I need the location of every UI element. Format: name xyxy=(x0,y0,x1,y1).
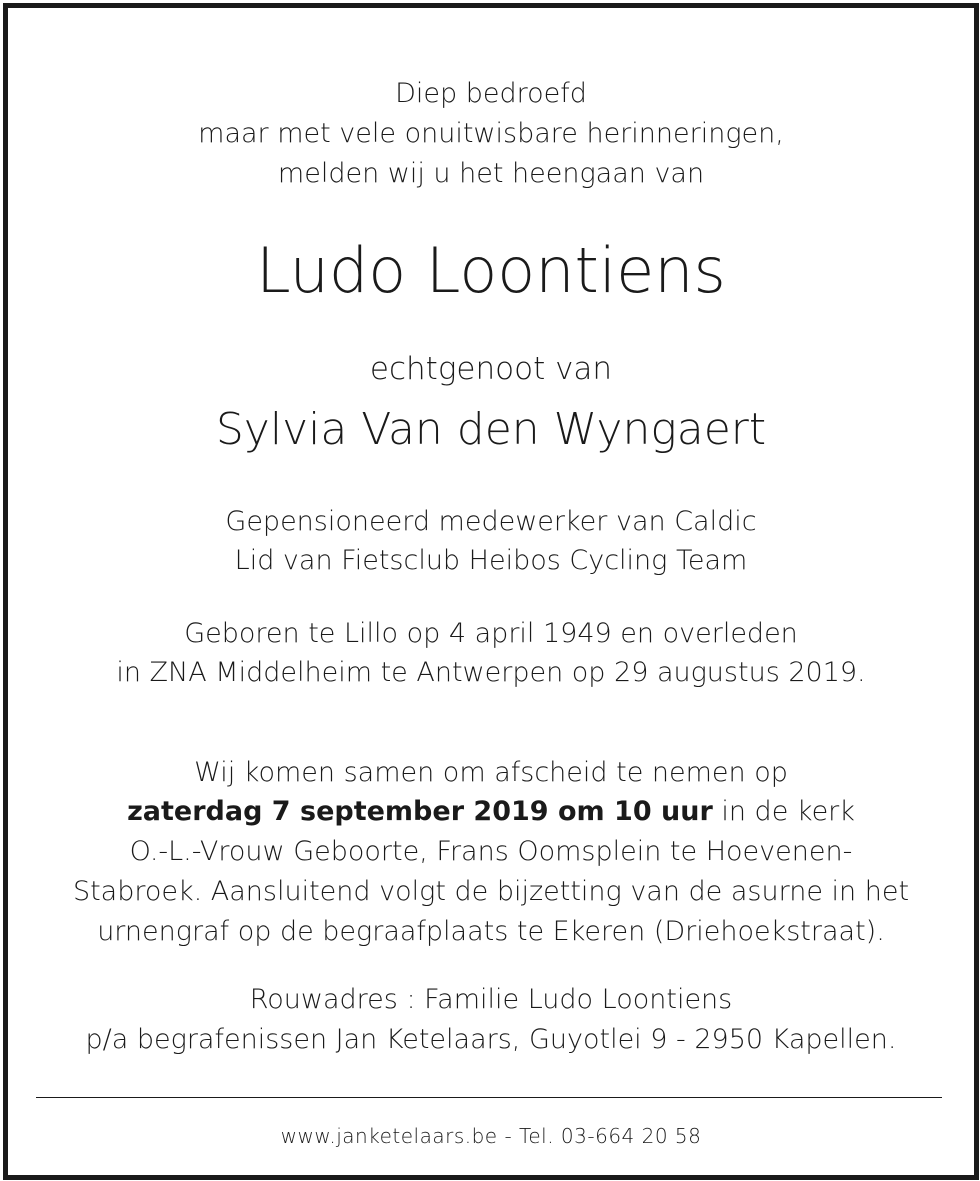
occupation-line-1: Gepensioneerd medewerker van Caldic xyxy=(225,506,757,537)
ceremony-line-3: O.-L.-Vrouw Geboorte, Frans Oomsplein te Hoevenen- xyxy=(129,836,853,867)
occupation-line-2: Lid van Fietsclub Heibos Cycling Team xyxy=(234,545,748,576)
ceremony-date: zaterdag 7 september 2019 om 10 uur xyxy=(127,796,713,827)
intro-line-2: maar met vele onuitwisbare herinneringen, xyxy=(198,118,784,149)
birth-death-line-2: in ZNA Middelheim te Antwerpen op 29 augustus 2019. xyxy=(116,657,866,688)
spouse-name: Sylvia Van den Wyngaert xyxy=(215,404,767,455)
ceremony-location-start: in de kerk xyxy=(712,796,855,827)
notice-frame xyxy=(3,3,979,1180)
intro-line-3: melden wij u het heengaan van xyxy=(277,158,705,189)
address-line-1: Rouwadres : Familie Ludo Loontiens xyxy=(249,984,733,1015)
footer-contact: www.janketelaars.be - Tel. 03-664 20 58 xyxy=(280,1124,702,1148)
spouse-label: echtgenoot van xyxy=(369,351,613,387)
ceremony-line-5: urnengraf op de begraafplaats te Ekeren (Driehoekstraat). xyxy=(97,916,885,947)
footer-divider xyxy=(36,1097,942,1098)
birth-death-line-1: Geboren te Lillo op 4 april 1949 en overleden xyxy=(184,618,798,649)
ceremony-line-2 xyxy=(8,792,974,832)
intro-line-1: Diep bedroefd xyxy=(395,78,587,109)
ceremony-line-4: Stabroek. Aansluitend volgt de bijzetting van de asurne in het xyxy=(72,876,910,907)
ceremony-line-1: Wij komen samen om afscheid te nemen op xyxy=(194,757,788,788)
address-line-2: p/a begrafenissen Jan Ketelaars, Guyotlei 9 - 2950 Kapellen. xyxy=(85,1024,897,1055)
deceased-name: Ludo Loontiens xyxy=(256,234,726,307)
notice-content xyxy=(8,8,974,1175)
